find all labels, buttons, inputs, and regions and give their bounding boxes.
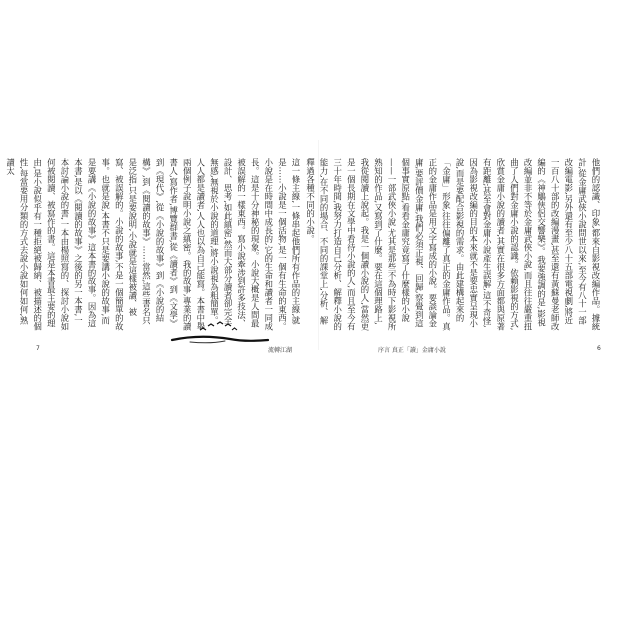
left-page [5,158,302,333]
bird-brush-illustration [170,320,270,350]
bird-mark [200,328,206,330]
bird-mark [232,328,237,330]
bird-mark [217,322,223,324]
bird-mark [208,324,214,326]
left-page-text: 這一條主線,一條串起他們所有作品的主線,就是……小說是一個活物,是一個有生命的東西。小說是在時間中成長的,它的生命和讀者一同成長。這是十分神秘的現象。小說大概是人間最被誤解的一樣東西。寫小說牽涉到許多技法、設計、思考,如此縝密,然而大部分讀者卻完全無感,無視於小說的道理,將小說視為粗簡單。人人都是讀者,人人也以為自己能寫。本書中舉兩個例子說明小說之縝密。我的故事,專業的讀書人,寫作者,博覽群書,從《讀者》到《文學》到《現代》,從《小說的故事》到《小說的結構》,到《閱讀的故事》……當然,這些書名只是泛指,只是要說明,小說就是這樣被讀、被寫、被誤解的。小說的故事,不是一個簡單的故事。也就是說,本書不只是要講小說的故事,而是要講《小說的故事》這本書的故事。因為這本書,是以《閱讀的故事》之後的另一本書,一本討論小說的書,一本由楊照寫的、探討小說如何被閱讀、被寫作的書。這是本書最主要的理由,是小說似乎有一種拒絕被歸納、被描述的個性,每當要用分類的方式去說小說如何如何,熟讀太 [5,158,301,331]
right-page-text: 他們的認識、印象,都來自影視改編作品。據統計,從金庸武俠小說問世以來,至今有八十一部改編電影,另外還有至少八十五部電視劇,將近一百八十部的改編漫畫,甚至還有黃蘇曼老師改編的《神鵰俠侶交響樂》。我要強調的是,影視改編並非不等於金庸武俠小說,而且往往嚴重扭曲了人們對金庸小說的認識。依賴影視的方式,欣賞金庸小說的讀者,其實在很多方面都與原著有距離;甚至會對金庸小說產生誤解,這不奇怪,因為影視改編的目的本來就不是要忠實呈現小說,而是要配合影視的需求。由此建構起來的「金庸」形象,往往偏離了真正的金庸作品。真正的金庸作品是用文字寫成的小說。要談論金庸,要評價金庸,我們必須正視、回歸,察覺到這個事實原點,看看金庸究竟寫了什麼樣的小說——一部武俠小說,尤其是那些不為時下影視所熟知的作品,又寫到了什麼。要在這個理路上,我從閱讀上說起。我是一個讀小說的人,當然更是一個長期在文學中看待小說的人,而且至今有三十年時間,我努力打造自己分析、解釋小說的能力,在不同的場合、不同的課堂上,分析、解釋過各種不同的小說。 [305,158,601,331]
left-running-head: 流轉江湖 [268,347,293,354]
bird-mark [225,324,231,326]
right-page [305,158,602,333]
right-page-number: 6 [597,345,601,352]
left-page-number: 7 [36,345,40,352]
brush-stroke-tail [190,341,225,343]
brush-stroke [172,337,268,341]
right-running-head: 序言 真正「讀」金庸小說 [378,347,446,354]
